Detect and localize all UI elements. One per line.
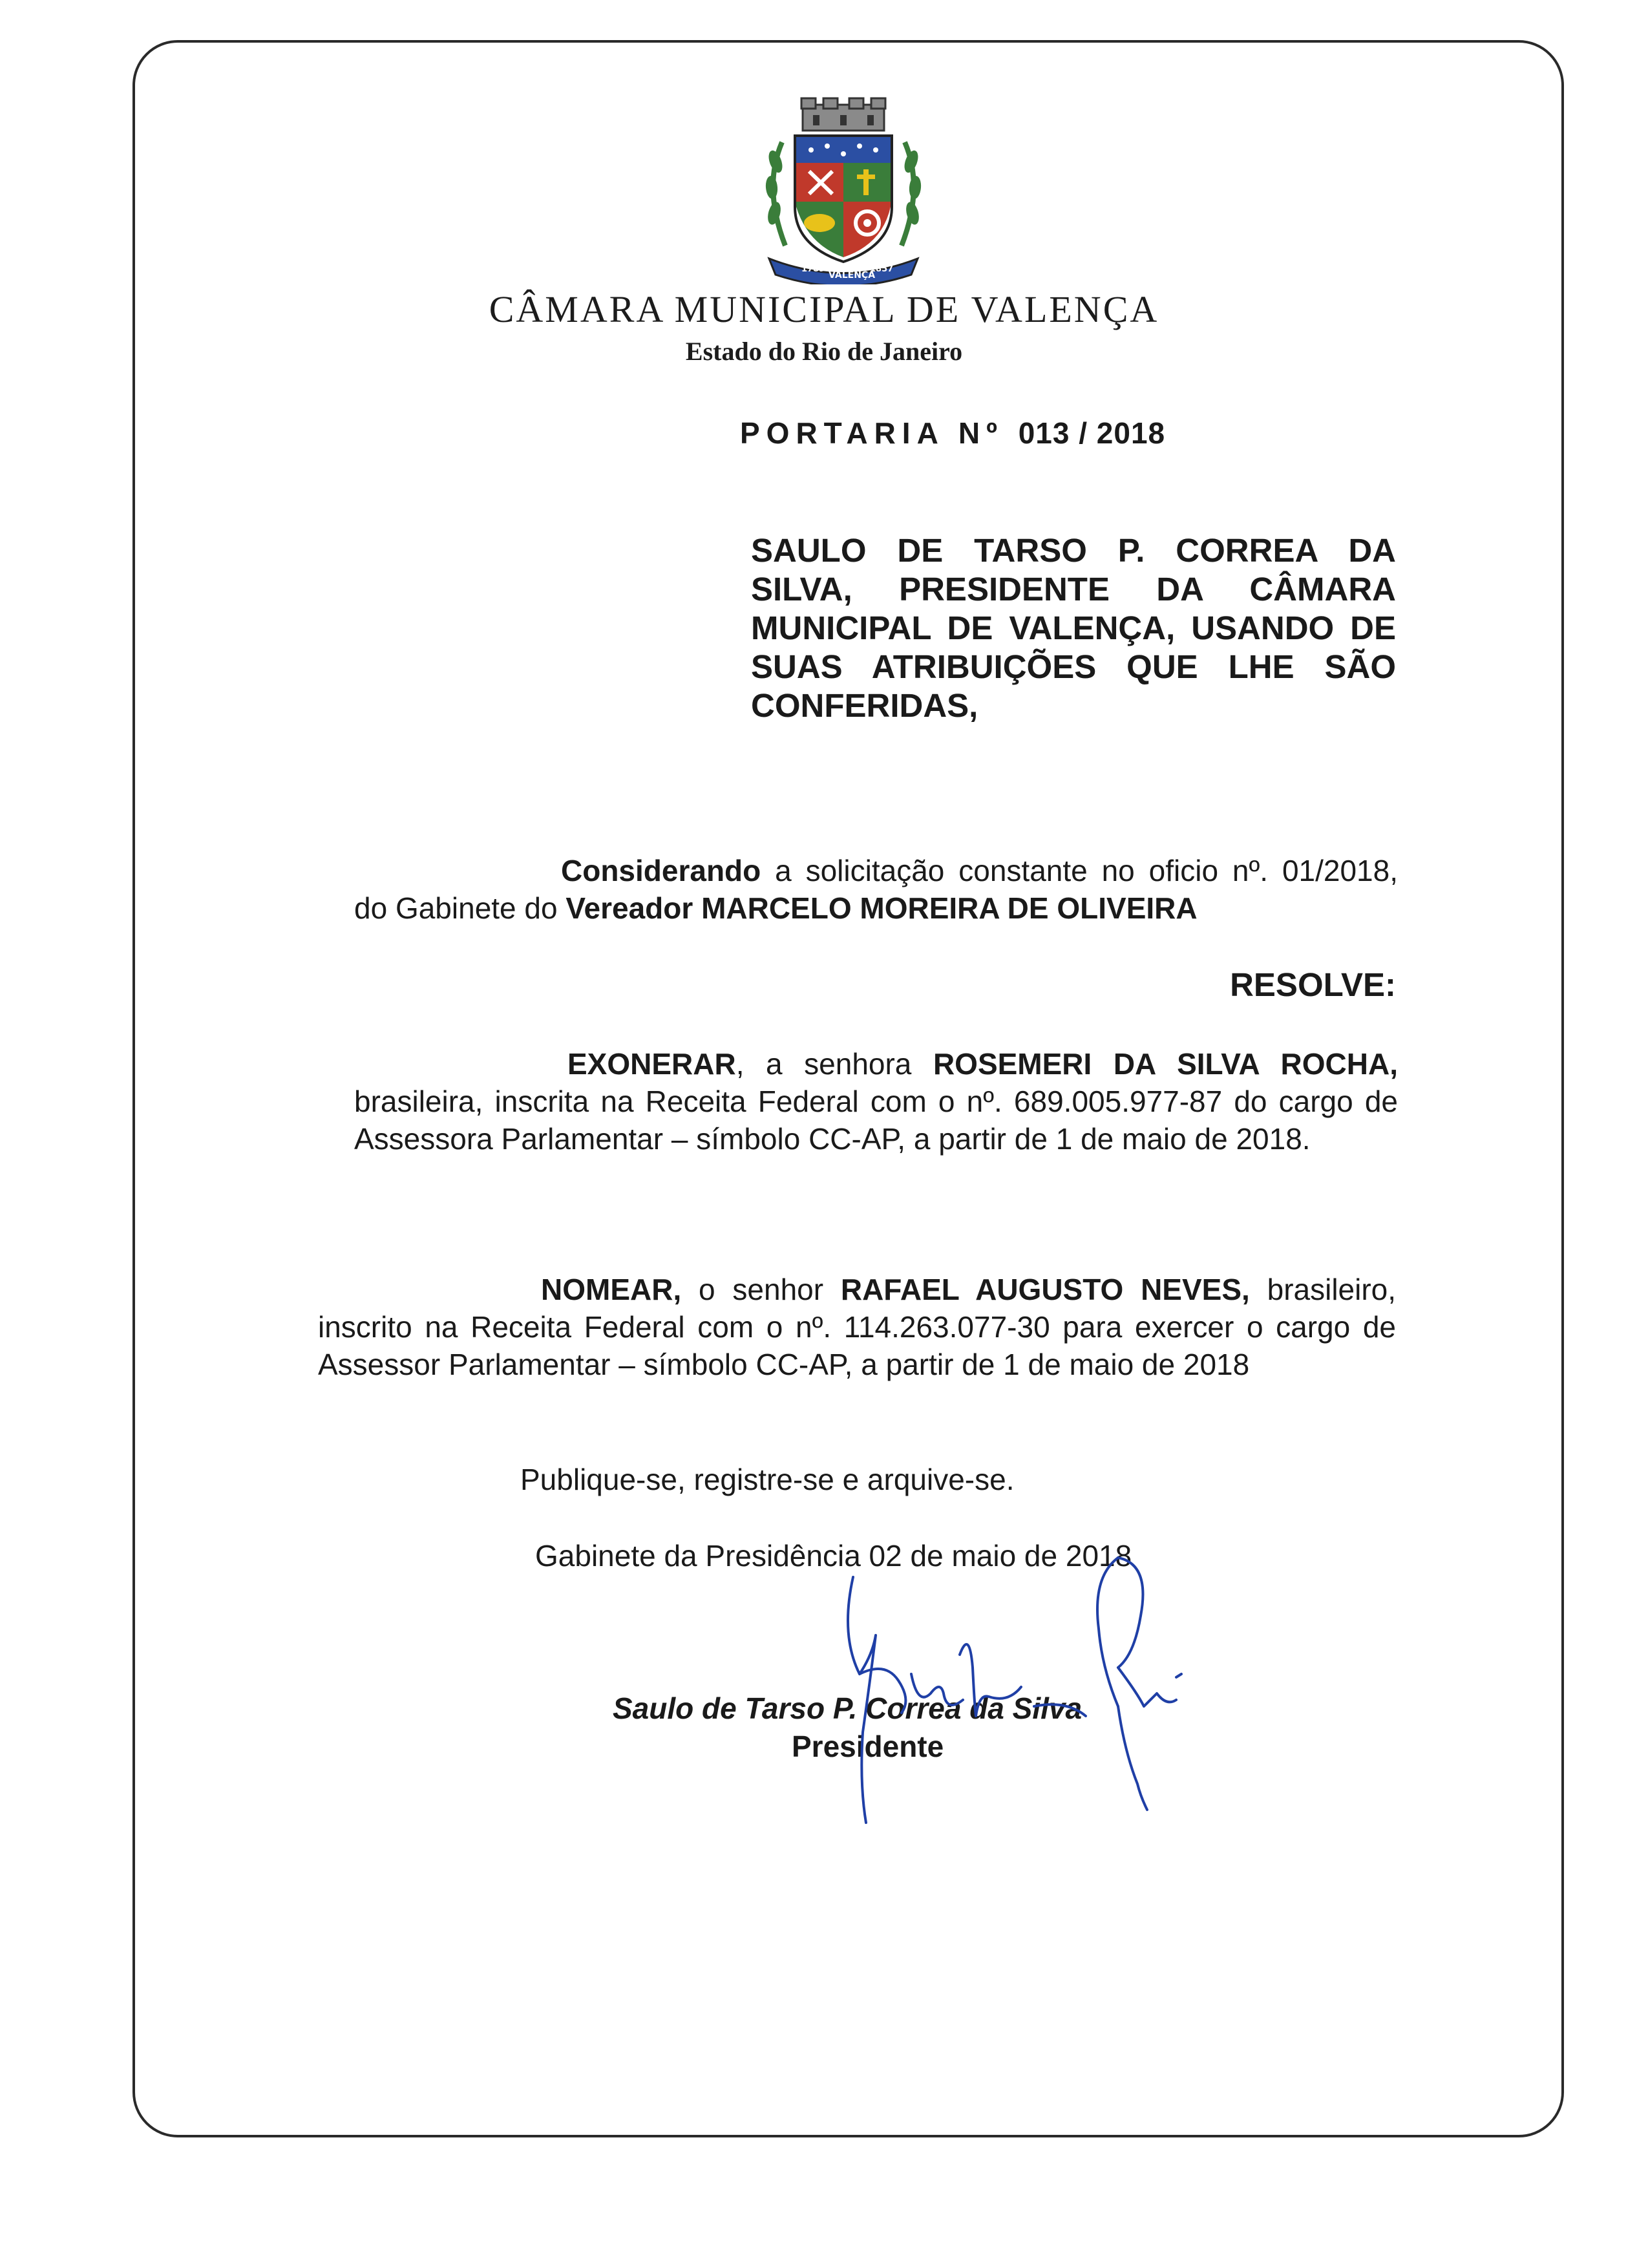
crest-motto: VALENÇA bbox=[829, 270, 876, 281]
considerando-paragraph bbox=[354, 852, 1398, 927]
considerando-text: a solicitação constante no oficio nº. 01/2018, do Gabinete do bbox=[354, 854, 1399, 925]
resolve-heading: RESOLVE: bbox=[1230, 966, 1396, 1003]
organization-name: CÂMARA MUNICIPAL DE VALENÇA bbox=[489, 288, 1159, 330]
nomear-verb: NOMEAR, bbox=[541, 1273, 682, 1306]
nomear-name: RAFAEL AUGUSTO NEVES, bbox=[840, 1273, 1250, 1306]
date-line: Gabinete da Presidência 02 de maio de 2018 bbox=[535, 1539, 1132, 1573]
vereador-name: MARCELO MOREIRA DE OLIVEIRA bbox=[701, 891, 1198, 925]
handwritten-signature bbox=[814, 1538, 1202, 1842]
exonerar-text-2: brasileira, inscrita na Receita Federal com o nº. 689.005.977-87 do cargo de Assessora Parlamentar – símbolo CC-AP, a partir de 1 de maio de 2018. bbox=[354, 1085, 1398, 1156]
vereador-label: Vereador bbox=[565, 891, 693, 925]
exonerar-verb: EXONERAR bbox=[567, 1047, 736, 1081]
nomear-text-2: brasileiro, inscrito na Receita Federal com o nº. 114.263.077-30 para exercer o cargo de Assessor Parlamentar – símbolo CC-AP, a partir de 1 de maio de 2018 bbox=[318, 1273, 1397, 1381]
coat-of-arms-logo bbox=[756, 97, 931, 284]
document-title-prefix: PORTARIA Nº bbox=[740, 416, 1004, 450]
nomear-text-1: o senhor bbox=[699, 1273, 824, 1306]
signer-role: Presidente bbox=[792, 1730, 944, 1763]
nomear-paragraph bbox=[318, 1271, 1396, 1383]
document-number: 013 / 2018 bbox=[1018, 416, 1166, 450]
publish-line: Publique-se, registre-se e arquive-se. bbox=[520, 1463, 1015, 1496]
crest-year-right: 1857 bbox=[870, 264, 894, 274]
document-title bbox=[740, 416, 1165, 450]
exonerar-paragraph bbox=[354, 1045, 1398, 1158]
signer-name: Saulo de Tarso P. Correa da Silva bbox=[613, 1691, 1083, 1725]
crest-year-left: 1789 bbox=[801, 264, 825, 274]
exonerar-name: ROSEMERI DA SILVA ROCHA, bbox=[933, 1047, 1398, 1081]
exonerar-text-1: , a senhora bbox=[735, 1047, 912, 1081]
state-name: Estado do Rio de Janeiro bbox=[685, 337, 963, 366]
considerando-label: Considerando bbox=[561, 854, 761, 887]
preamble: SAULO DE TARSO P. CORREA DA SILVA, PRESIDENTE DA CÂMARA MUNICIPAL DE VALENÇA, USANDO DE SUAS ATRIBUIÇÕES QUE LHE SÃO CONFERIDAS, bbox=[751, 532, 1396, 724]
